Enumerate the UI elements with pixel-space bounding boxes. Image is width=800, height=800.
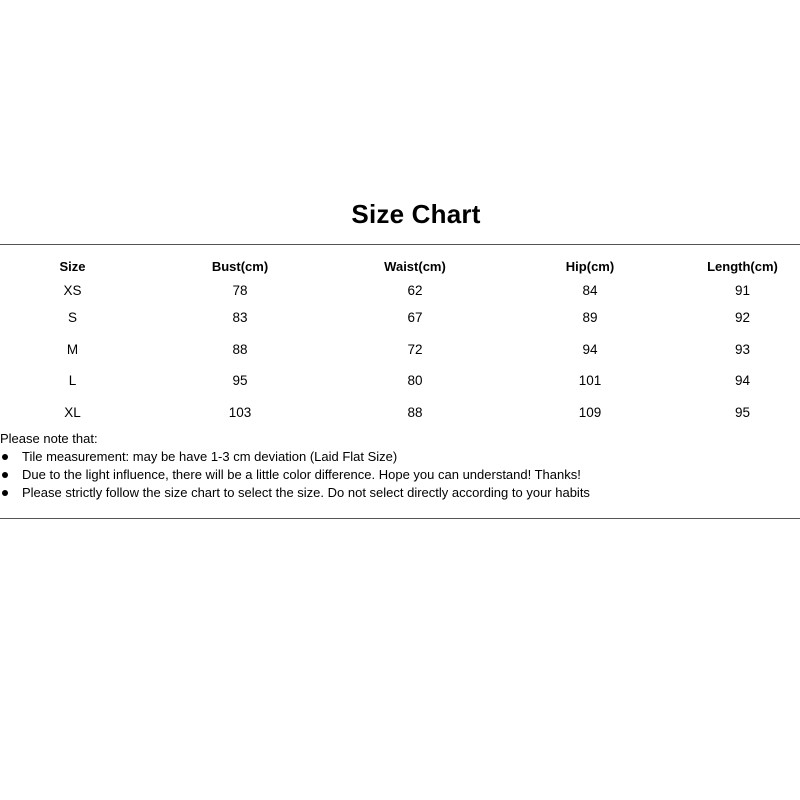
table-header-row (0, 255, 800, 278)
notes-lead: Please note that: (0, 431, 98, 446)
list-item (0, 484, 800, 502)
note-text: Please strictly follow the size chart to select the size. Do not select directly according to your habits (22, 485, 590, 500)
notes-section (0, 430, 800, 502)
cell-bust: 95 (232, 373, 248, 389)
top-divider (0, 244, 800, 245)
cell-bust: 103 (228, 404, 252, 420)
cell-size: M (66, 341, 79, 357)
table-row (0, 365, 800, 397)
table-row (0, 278, 800, 302)
bullet-icon (2, 472, 8, 478)
cell-waist: 80 (407, 373, 423, 389)
cell-size: XS (63, 282, 82, 298)
notes-list (0, 448, 800, 502)
header-length: Length(cm) (707, 259, 778, 274)
cell-size: S (67, 310, 77, 326)
cell-hip: 94 (582, 341, 598, 357)
page-title: Size Chart (351, 199, 481, 229)
cell-waist: 88 (407, 404, 423, 420)
cell-bust: 83 (232, 310, 248, 326)
note-text: Tile measurement: may be have 1-3 cm deviation (Laid Flat Size) (22, 449, 398, 464)
list-item (0, 448, 800, 466)
cell-size: XL (64, 404, 81, 420)
list-item (0, 466, 800, 484)
header-hip: Hip(cm) (565, 259, 615, 274)
note-text: Due to the light influence, there will be a little color difference. Hope you can understand! Thanks! (22, 467, 581, 482)
cell-waist: 72 (407, 341, 423, 357)
cell-length: 94 (734, 373, 751, 389)
table-row (0, 334, 800, 366)
cell-waist: 62 (407, 282, 423, 298)
cell-waist: 67 (407, 310, 423, 326)
header-size: Size (59, 259, 86, 274)
cell-hip: 101 (578, 373, 602, 389)
cell-bust: 78 (232, 282, 248, 298)
size-table (0, 255, 800, 428)
bottom-divider (0, 518, 800, 519)
table-row (0, 397, 800, 429)
cell-length: 92 (734, 310, 751, 326)
cell-length: 95 (734, 404, 751, 420)
bullet-icon (2, 454, 8, 460)
cell-length: 93 (734, 341, 751, 357)
header-waist: Waist(cm) (384, 259, 446, 274)
bullet-icon (2, 490, 8, 496)
cell-length: 91 (734, 282, 751, 298)
cell-size: L (68, 373, 77, 389)
cell-hip: 89 (582, 310, 598, 326)
cell-bust: 88 (232, 341, 248, 357)
cell-hip: 109 (578, 404, 602, 420)
cell-hip: 84 (582, 282, 598, 298)
header-bust: Bust(cm) (211, 259, 269, 274)
table-row (0, 302, 800, 334)
